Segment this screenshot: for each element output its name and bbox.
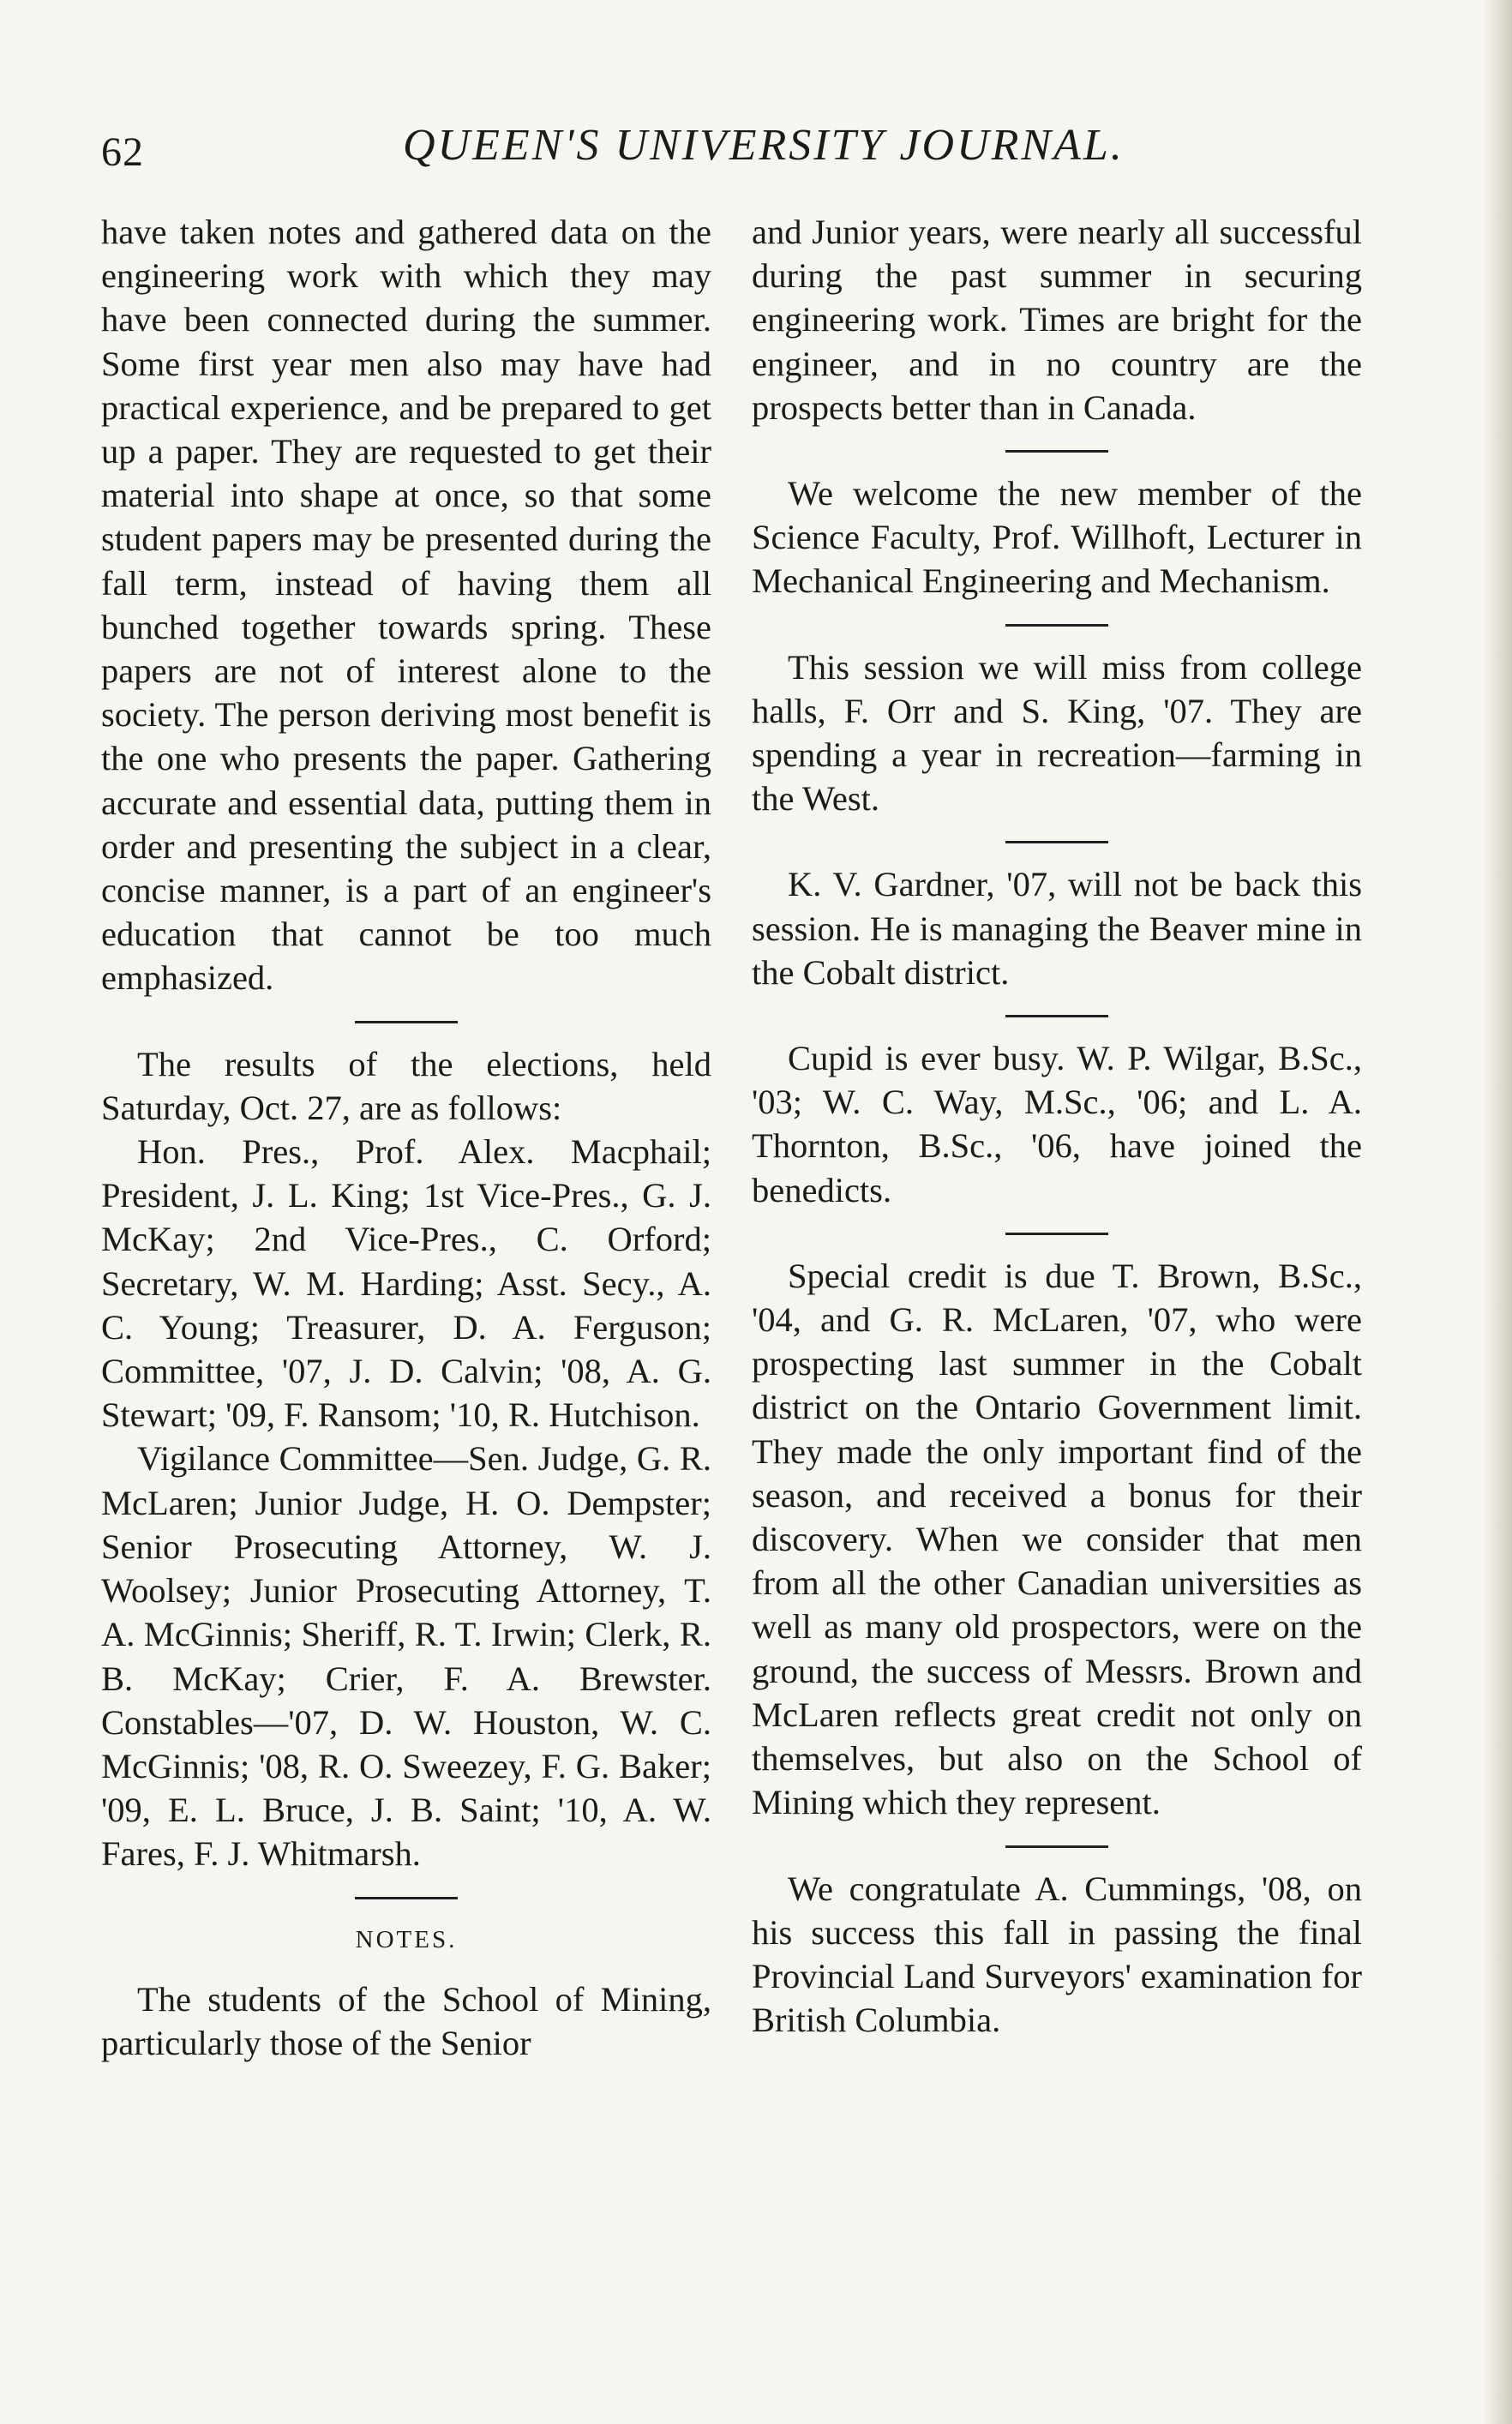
paragraph-gardner: K. V. Gardner, '07, will not be back this session. He is managing the Beaver mine in the Cobalt district. [752, 865, 1362, 992]
paragraph-student-papers: have taken notes and gathered data on the engineering work with which they may have been connected during the summer. Some first year men also may have had practical experience, and be prepared to get up a paper. They are requested to get their material into shape at once, so that some student papers may be presented during the fall term, instead of having them all bunched together towards spring. These papers are not of interest alone to the society. The person deriving most benefit is the one who presents the paper. Gathering accurate and essential data, putting them in order and presenting the subject in a clear, concise manner, is a part of an engineer's education that cannot be too much emphasized. [101, 213, 711, 998]
section-divider [1005, 450, 1108, 453]
paragraph-congratulations: We congratulate A. Cummings, '08, on his success this fall in passing the final Provincial Land Surveyors' examination for British Columbia. [752, 1869, 1362, 2040]
section-divider [1005, 1845, 1108, 1848]
paragraph-missing-students: This session we will miss from college halls, F. Orr and S. King, '07. They are spending a year in recreation—farming in the West. [752, 647, 1362, 819]
section-divider [355, 1897, 458, 1899]
left-column [101, 210, 711, 2065]
page-number: 62 [101, 129, 144, 175]
paragraph-vigilance-committee: Vigilance Committee—Sen. Judge, G. R. McLaren; Junior Judge, H. O. Dempster; Senior Prosecuting Attorney, W. J. Woolsey; Junior Prosecuting Attorney, T. A. McGinnis; Sheriff, R. T. Irwin; Clerk, R. B. McKay; Crier, F. A. Brewster. Constables—'07, D. W. Houston, W. C. McGinnis; '08, R. O. Sweezey, F. G. Baker; '09, E. L. Bruce, J. B. Saint; '10, A. W. Fares, F. J. Whitmarsh. [101, 1439, 711, 1874]
paragraph-benedicts: Cupid is ever busy. W. P. Wilgar, B.Sc., '03; W. C. Way, M.Sc., '06; and L. A. Thornton, B.Sc., '06, have joined the benedicts. [752, 1039, 1362, 1209]
journal-title: QUEEN'S UNIVERSITY JOURNAL. [403, 121, 1125, 170]
paragraph-election-results-intro: The results of the elections, held Saturday, Oct. 27, are as follows: [101, 1044, 711, 1127]
scan-page-edge [1483, 0, 1512, 2424]
section-divider [1005, 841, 1108, 843]
paragraph-new-faculty-member: We welcome the new member of the Science Faculty, Prof. Willhoft, Lecturer in Mechanical Engineering and Mechanism. [752, 474, 1362, 601]
paragraph-engineering-work: and Junior years, were nearly all successful during the past summer in securing engineering work. Times are bright for the engineer, and in no country are the prospects better than in Canada. [752, 213, 1362, 427]
section-divider [1005, 1015, 1108, 1017]
section-divider [1005, 1233, 1108, 1235]
notes-heading: NOTES. [355, 1925, 458, 1953]
paragraph-officers-list: Hon. Pres., Prof. Alex. Macphail; President, J. L. King; 1st Vice-Pres., G. J. McKay; 2nd Vice-Pres., C. Orford; Secretary, W. M. Harding; Asst. Secy., A. C. Young; Treasurer, D. A. Ferguson; Committee, '07, J. D. Calvin; '08, A. G. Stewart; '09, F. Ransom; '10, R. Hutchison. [101, 1132, 711, 1435]
paragraph-special-credit: Special credit is due T. Brown, B.Sc., '04, and G. R. McLaren, '07, who were prospecting last summer in the Cobalt district on the Ontario Government limit. They made the only important find of the season, and received a bonus for their discovery. When we consider that men from all the other Canadian universities as well as many old prospectors, were on the ground, the success of Messrs. Brown and McLaren reflects great credit not only on themselves, but also on the School of Mining which they represent. [752, 1256, 1362, 1822]
right-column [752, 210, 1362, 2042]
paragraph-school-of-mining: The students of the School of Mining, particularly those of the Senior [101, 1979, 711, 2062]
section-divider [1005, 624, 1108, 627]
section-divider [355, 1021, 458, 1023]
